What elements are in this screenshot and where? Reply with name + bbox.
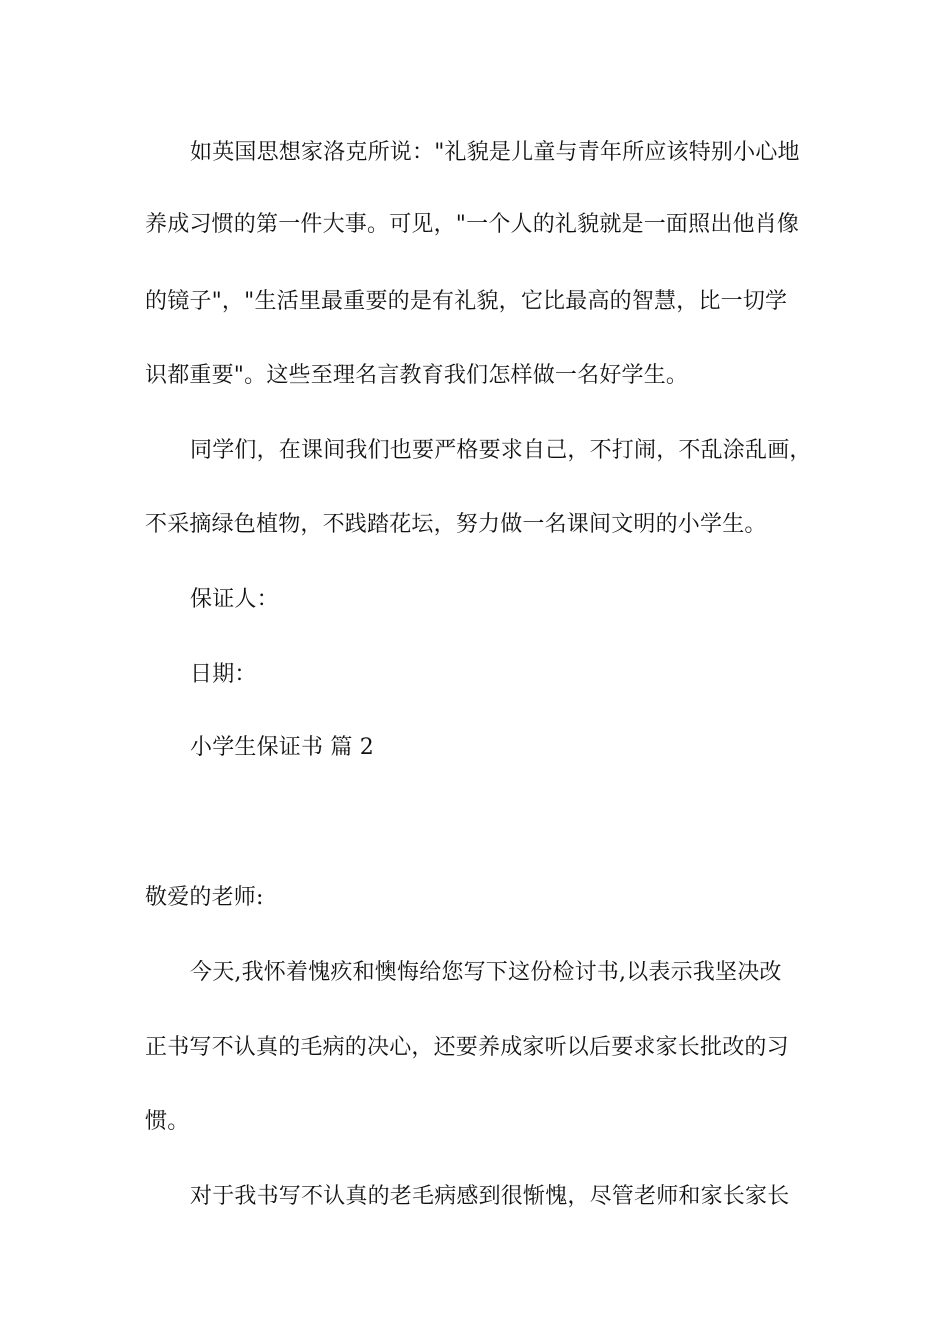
paragraph-line: 惯。	[145, 1109, 190, 1134]
paragraph-line: 的镜子"，"生活里最重要的是有礼貌，它比最高的智慧，比一切学	[145, 289, 788, 314]
paragraph-line: 养成习惯的第一件大事。可见，"一个人的礼貌就是一面照出他肖像	[145, 212, 800, 237]
paragraph-line: 不采摘绿色植物，不践踏花坛，努力做一名课间文明的小学生。	[145, 512, 767, 537]
paragraph-line: 识都重要"。这些至理名言教育我们怎样做一名好学生。	[145, 363, 689, 388]
paragraph-line: 正书写不认真的毛病的决心，还要养成家听以后要求家长批改的习	[145, 1035, 789, 1060]
paragraph-line: 如英国思想家洛克所说："礼貌是儿童与青年所应该特别小心地	[190, 140, 800, 165]
paragraph-line: 同学们，在课间我们也要严格要求自己，不打闹，不乱涂乱画，	[190, 438, 812, 463]
section-title: 小学生保证书 篇 2	[190, 735, 374, 760]
salutation: 敬爱的老师:	[145, 885, 264, 910]
date-label: 日期：	[190, 662, 257, 687]
guarantor-label: 保证人：	[190, 587, 279, 612]
paragraph-line: 对于我书写不认真的老毛病感到很惭愧，尽管老师和家长家长	[190, 1184, 790, 1209]
paragraph-line: 今天,我怀着愧疚和懊悔给您写下这份检讨书,以表示我坚决改	[190, 960, 782, 985]
